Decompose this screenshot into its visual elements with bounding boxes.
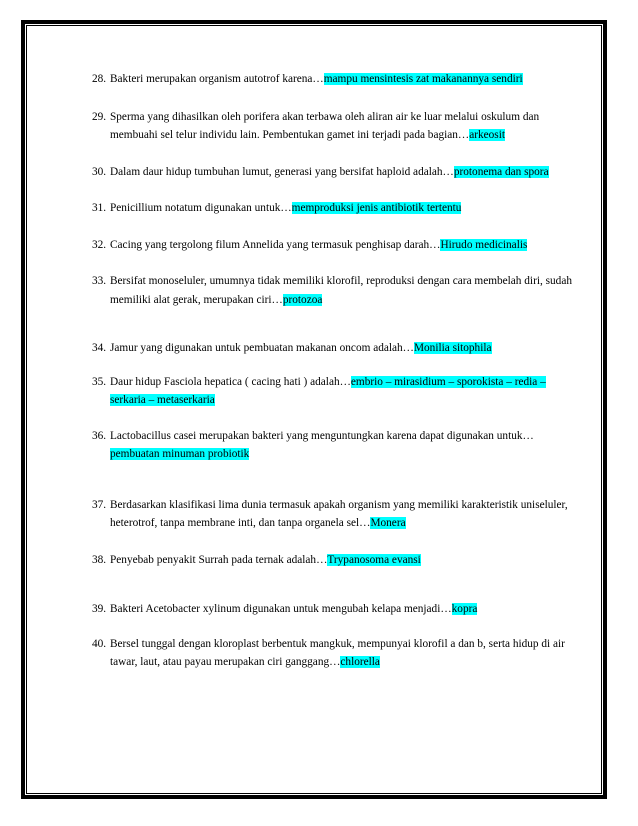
answer-highlight: Monilia sitophila — [413, 342, 492, 354]
question-text: Lactobacillus casei merupakan bakteri yang menguntungkan karena dapat digunakan untuk… — [110, 429, 534, 442]
answer-highlight: Hirudo medicinalis — [440, 238, 528, 251]
answer-highlight: Monera — [370, 517, 406, 529]
answer-highlight: memproduksi jenis antibiotik tertentu — [291, 202, 462, 214]
question-list — [92, 70, 572, 672]
question-number: 28. — [92, 73, 107, 85]
question-text: Jamur yang digunakan untuk pembuatan makanan oncom adalah… — [110, 342, 414, 354]
question-text: Bakteri merupakan organism autotrof karena… — [110, 73, 324, 85]
question-number: 37. — [92, 498, 107, 511]
question-40 — [92, 635, 572, 672]
answer-highlight: Trypanosoma evansi — [327, 553, 421, 566]
question-38 — [92, 551, 572, 570]
answer-highlight: chlorella — [340, 656, 380, 668]
question-33 — [92, 272, 572, 309]
question-28 — [92, 70, 572, 89]
question-39 — [92, 600, 572, 619]
answer-highlight: protozoa — [282, 293, 323, 306]
answer-highlight: protonema dan spora — [453, 165, 549, 178]
question-35 — [92, 373, 572, 410]
answer-highlight: pembuatan minuman probiotik — [110, 448, 250, 460]
answer-highlight: mampu mensintesis zat makanannya sendiri — [323, 73, 523, 85]
question-text: Sperma yang dihasilkan oleh porifera akan terbawa oleh aliran air ke luar melalui oskulum dan membuahi sel telur individu lain. Pembentukan gamet ini terjadi pada bagian… — [110, 110, 540, 141]
question-number: 35. — [92, 375, 107, 388]
question-text: Bersifat monoseluler, umumnya tidak memiliki klorofil, reproduksi dengan cara membelah diri, sudah memiliki alat gerak, merupakan ciri… — [110, 275, 572, 306]
question-29 — [92, 108, 572, 145]
question-31 — [92, 199, 572, 218]
question-text: Bersel tunggal dengan kloroplast berbentuk mangkuk, mempunyai klorofil a dan b, serta hidup di air tawar, laut, atau payau merupakan ciri ganggang… — [110, 637, 565, 668]
question-text: Penyebab penyakit Surrah pada ternak adalah… — [110, 553, 328, 566]
answer-highlight: embrio – mirasidium – sporokista – redia – serkaria – metaserkaria — [110, 375, 546, 406]
answer-highlight: kopra — [451, 603, 478, 615]
question-number: 39. — [92, 603, 107, 615]
question-text: Cacing yang tergolong filum Annelida yang termasuk penghisap darah… — [110, 238, 441, 251]
question-text: Daur hidup Fasciola hepatica ( cacing hati ) adalah… — [110, 375, 351, 388]
question-text: Dalam daur hidup tumbuhan lumut, generasi yang bersifat haploid adalah… — [110, 165, 454, 178]
question-36 — [92, 427, 572, 464]
question-number: 31. — [92, 202, 107, 214]
question-text: Penicillium notatum digunakan untuk… — [110, 202, 292, 214]
question-number: 29. — [92, 110, 107, 123]
question-number: 32. — [92, 238, 107, 251]
question-number: 36. — [92, 429, 107, 442]
question-number: 30. — [92, 165, 107, 178]
question-30 — [92, 163, 572, 182]
question-32 — [92, 236, 572, 255]
question-37 — [92, 496, 572, 533]
question-number: 33. — [92, 275, 107, 287]
question-number: 34. — [92, 342, 107, 354]
answer-highlight: arkeosit — [469, 129, 505, 141]
question-text: Bakteri Acetobacter xylinum digunakan untuk mengubah kelapa menjadi… — [110, 603, 452, 615]
question-text: Berdasarkan klasifikasi lima dunia termasuk apakah organism yang memiliki karakteristik uniseluler, heterotrof, tanpa membrane inti, dan tanpa organela sel… — [110, 498, 568, 529]
question-number: 40. — [92, 637, 107, 650]
question-number: 38. — [92, 553, 107, 566]
question-34 — [92, 339, 572, 358]
